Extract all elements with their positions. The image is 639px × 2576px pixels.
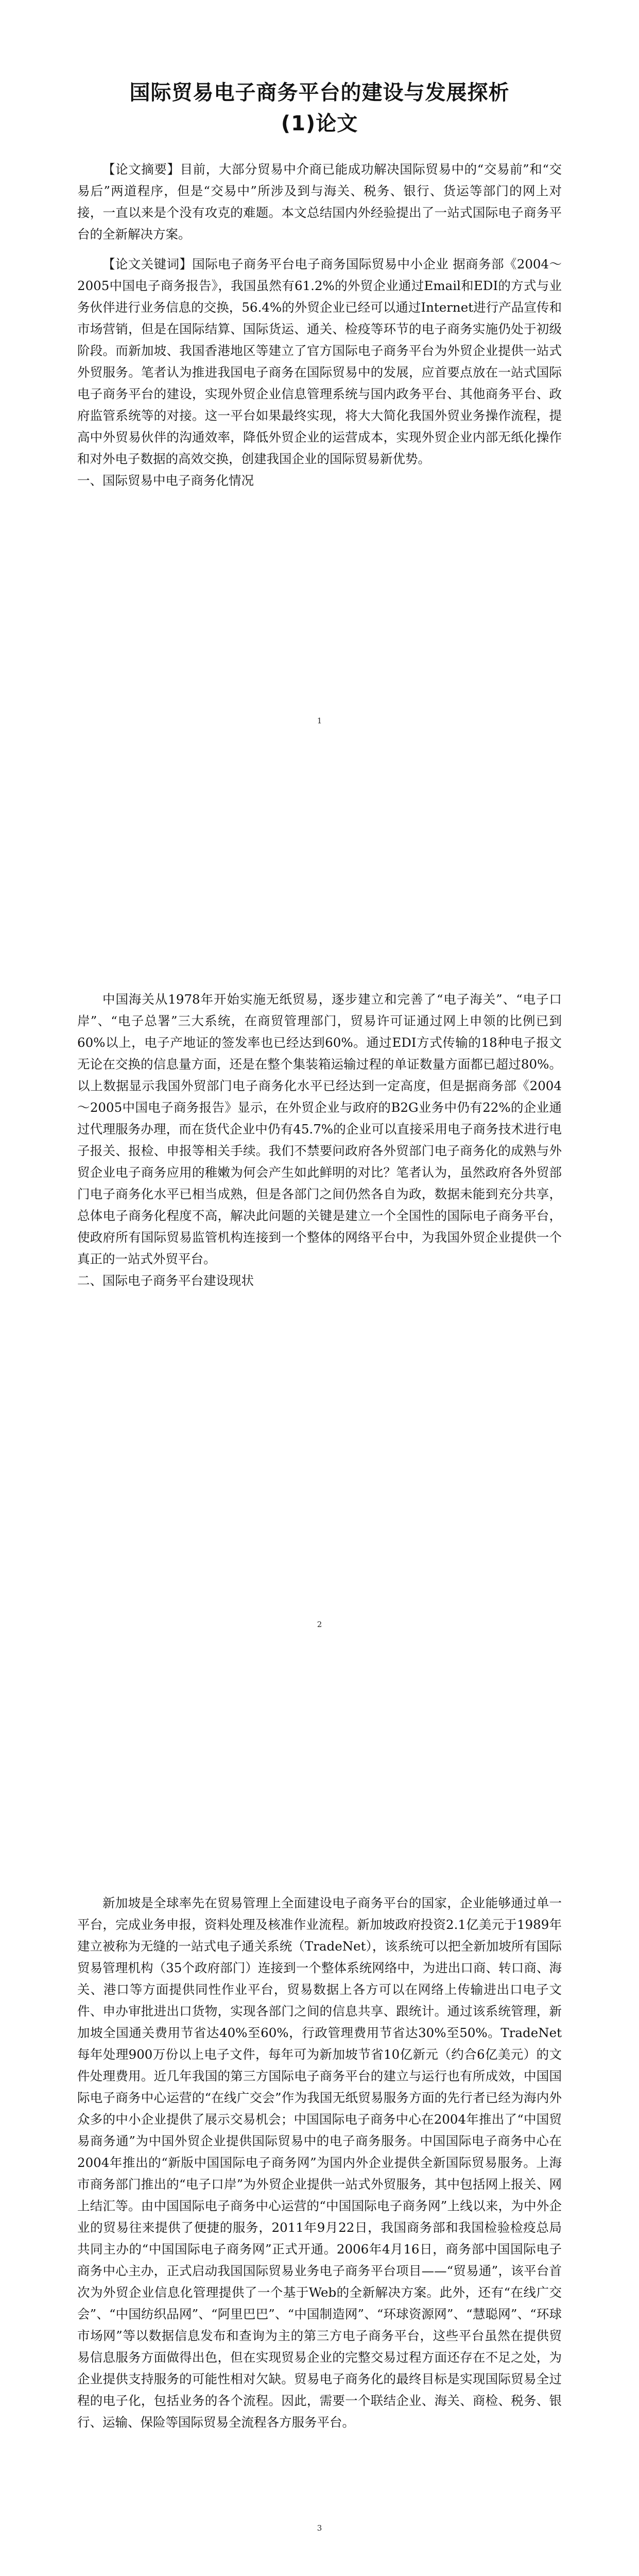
keywords-text: 国际电子商务平台电子商务国际贸易中小企业 据商务部《2004～2005中国电子商务报告》，我国虽然有61.2%的外贸企业通过Email和EDI的方式与业务伙伴进行业务信息的交换，56.4%的外贸企业已经可以通过Internet进行产品宣传和市场营销，但是在国际结算、国际货运、通关、检疫等环节的电子商务实施仍处于初级阶段。而新加坡、我国香港地区等建立了官方国际电子商务平台为外贸企业提供一站式外贸服务。笔者认为推进我国电子商务在国际贸易中的发展，应首要点放在一站式国际电子商务平台的建设，实现外贸企业信息管理系统与国内政务平台、其他商务平台、政府监管系统等的对接。这一平台如果最终实现，将大大简化我国外贸业务操作流程，提高中外贸易伙伴的沟通效率，降低外贸企业的运营成本，实现外贸企业内部无纸化操作和对外电子数据的高效交换，创建我国企业的国际贸易新优势。 [77, 257, 562, 466]
page-3 [0, 1807, 639, 2576]
page-number: 2 [317, 1620, 322, 1629]
abstract-label: 【论文摘要】 [102, 162, 180, 177]
abstract-text: 目前，大部分贸易中介商已能成功解决国际贸易中的“交易前”和“交易后”两道程序，但是“交易中”所涉及到与海关、税务、银行、货运等部门的网上对接，一直以来是个没有攻克的难题。本文总结国内外经验提出了一站式国际电子商务平台的全新解决方案。 [77, 162, 562, 242]
page-number: 3 [317, 2523, 322, 2533]
keywords-label: 【论文关键词】 [102, 257, 193, 272]
section-1-paragraph: 中国海关从1978年开始实施无纸贸易，逐步建立和完善了“电子海关”、“电子口岸”、“电子总署”三大系统，在商贸管理部门，贸易许可证通过网上申领的比例已到60%以上，电子产地证的签发率也已经达到60%。通过EDI方式传输的18种电子报文无论在交换的信息量方面，还是在整个集装箱运输过程的单证数量方面都已超过80%。以上数据显示我国外贸部门电子商务化水平已经达到一定高度，但是据商务部《2004～2005中国电子商务报告》显示，在外贸企业与政府的B2G业务中仍有22%的企业通过代理服务办理，而在货代企业中仍有45.7%的企业可以直接采用电子商务技术进行电子报关、报检、申报等相关手续。我们不禁要问政府各外贸部门电子商务化的成熟与外贸企业电子商务应用的稚嫩为何会产生如此鲜明的对比？笔者认为，虽然政府各外贸部门电子商务化水平已相当成熟，但是各部门之间仍然各自为政，数据未能到充分共享，总体电子商务化程度不高，解决此问题的关键是建立一个全国性的国际电子商务平台，使政府所有国际贸易监管机构连接到一个整体的网络平台中，为我国外贸企业提供一个真正的一站式外贸平台。 [77, 992, 562, 1266]
page-number: 1 [317, 716, 322, 725]
keywords-paragraph [77, 253, 562, 470]
section-2-paragraph: 新加坡是全球率先在贸易管理上全面建设电子商务平台的国家，企业能够通过单一平台，完成业务申报，资料处理及核准作业流程。新加坡政府投资2.1亿美元于1989年建立被称为无缝的一站式电子通关系统（TradeNet），该系统可以把全新加坡所有国际贸易管理机构（35个政府部门）连接到一个整体系统网络中，为进出口商、转口商、海关、港口等方面提供同性作业平台，贸易数据上各方可以在网络上传输进出口电子文件、申办审批进出口货物，实现各部门之间的信息共享、跟统计。通过该系统管理，新加坡全国通关费用节省达40%至60%，行政管理费用节省达30%至50%。TradeNet每年处理900万份以上电子文件，每年可为新加坡节省10亿新元（约合6亿美元）的文件处理费用。近几年我国的第三方国际电子商务平台的建立与运行也有所成效，中国国际电子商务中心运营的“在线广交会”作为我国无纸贸易服务方面的先行者已经为海内外众多的中小企业提供了展示交易机会；中国国际电子商务中心在2004年推出了“中国贸易商务通”为中国外贸企业提供国际贸易中的电子商务服务。中国国际电子商务中心在2004年推出的“新版中国国际电子商务网”为国内外企业提供全新国际贸易服务。上海市商务部门推出的“电子口岸”为外贸企业提供一站式外贸服务，其中包括网上报关、网上结汇等。由中国国际电子商务中心运营的“中国国际电子商务网”上线以来，为中外企业的贸易往来提供了便捷的服务，2011年9月22日，我国商务部和我国检验检疫总局共同主办的“中国国际电子商务网”正式开通。2006年4月16日，商务部中国国际电子商务中心主办，正式启动我国国际贸易业务电子商务平台项目——“贸易通”，该平台首次为外贸企业信息化管理提供了一个基于Web的全新解决方案。此外，还有“在线广交会”、“中国纺织品网”、“阿里巴巴”、“中国制造网”、“环球资源网”、“慧聪网”、“环球市场网”等以数据信息发布和查询为主的第三方电子商务平台，这些平台虽然在提供贸易信息服务方面做得出色，但在实现贸易企业的完整交易过程方面还存在不足之处，为企业提供支持服务的可能性相对欠缺。贸易电子商务化的最终目标是实现国际贸易全过程的电子化，包括业务的各个流程。因此，需要一个联结企业、海关、商检、税务、银行、运输、保险等国际贸易全流程各方服务平台。 [77, 1895, 562, 2430]
section-2-heading: 二、国际电子商务平台建设现状 [77, 1273, 254, 1288]
page-2 [0, 904, 639, 1807]
document-title [77, 77, 562, 139]
title-line-2: (1)论文 [281, 112, 358, 135]
section-1-heading: 一、国际贸易中电子商务化情况 [77, 473, 254, 488]
title-line-1: 国际贸易电子商务平台的建设与发展探析 [129, 81, 510, 105]
page-1 [0, 0, 639, 904]
abstract-paragraph [77, 159, 562, 245]
